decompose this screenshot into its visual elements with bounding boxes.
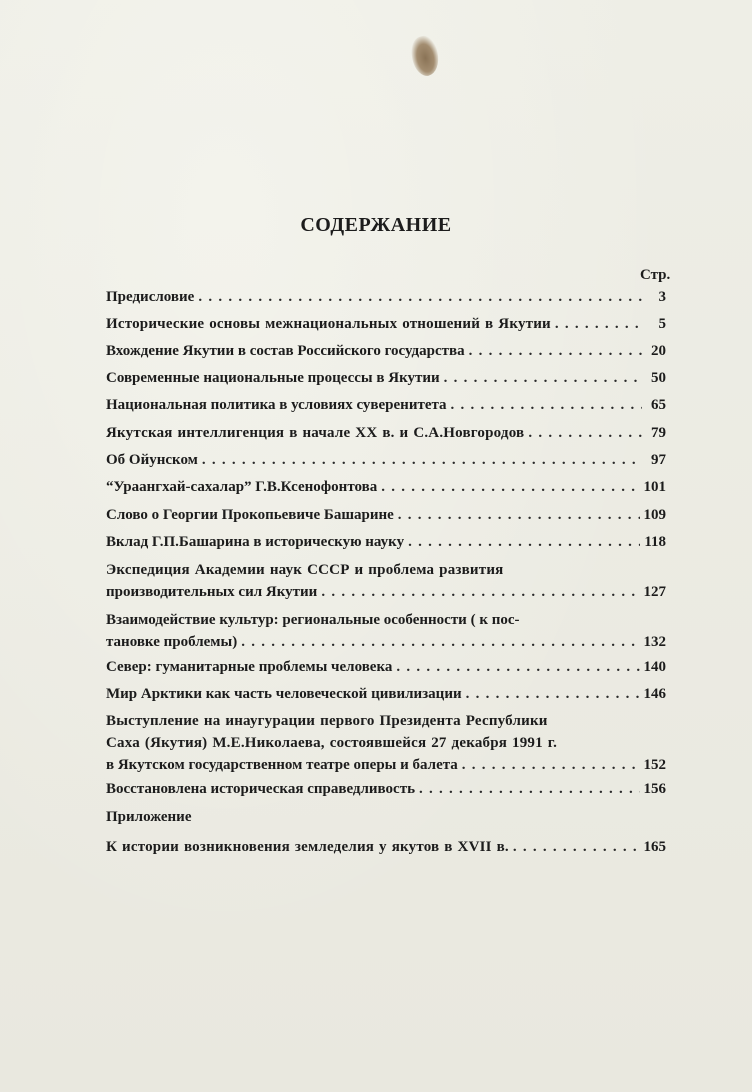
toc-entry-title: Выступление на инаугурации первого Президента Республики <box>106 713 548 729</box>
toc-entry-page: 101 <box>643 479 666 495</box>
dot-leader <box>555 313 642 335</box>
page-column-label: Стр. <box>640 267 671 283</box>
page-title: СОДЕРЖАНИЕ <box>300 214 452 236</box>
toc-entry-title: Экспедиция Академии наук СССР и проблема развития <box>106 562 504 578</box>
dot-leader <box>396 656 639 678</box>
toc-entry-page: 65 <box>651 397 666 413</box>
toc-entry-page: 20 <box>651 343 666 359</box>
dot-leader <box>513 836 640 858</box>
toc-entry-title: Предисловие <box>106 289 195 305</box>
toc-entry-title: Восстановлена историческая справедливость <box>106 781 416 797</box>
toc-entry-page: 152 <box>643 757 666 773</box>
toc-entry <box>106 476 666 498</box>
toc-entry-title: Исторические основы межнациональных отношений в Якутии <box>106 316 551 332</box>
toc-entry-title: Север: гуманитарные проблемы человека <box>106 659 393 675</box>
toc-entry-title: Вхождение Якутии в состав Российского государства <box>106 343 465 359</box>
dot-leader <box>398 504 640 526</box>
dot-leader <box>528 422 642 444</box>
toc-entry-page: 146 <box>643 686 666 702</box>
dot-leader <box>381 476 639 498</box>
toc-entry-title: Мир Арктики как часть человеческой цивилизации <box>106 686 462 702</box>
toc-entry-title: Вклад Г.П.Башарина в историческую науку <box>106 534 405 550</box>
toc-entry <box>106 656 666 678</box>
toc-entry-page: 3 <box>658 289 666 305</box>
toc-entry <box>106 367 666 389</box>
toc-entry <box>106 778 666 800</box>
toc-entry <box>106 609 666 653</box>
toc-entry-title: Об Ойунском <box>106 452 198 468</box>
toc-entry-title: “Ураангхай-сахалар” Г.В.Ксенофонтова <box>106 479 378 495</box>
dot-leader <box>469 340 642 362</box>
toc-entry-title: К истории возникновения земледелия у якутов в XVII в. <box>106 839 509 855</box>
dot-leader <box>198 286 642 308</box>
dot-leader <box>466 683 640 705</box>
toc-entry <box>106 504 666 526</box>
toc-entry-page: 156 <box>643 781 666 797</box>
toc-entry <box>106 313 666 335</box>
toc-entry-title: в Якутском государственном театре оперы и балета <box>106 757 458 773</box>
dot-leader <box>202 449 642 471</box>
toc-entry-appendix <box>106 806 666 828</box>
toc-entry-page: 165 <box>643 839 666 855</box>
toc-entry <box>106 449 666 471</box>
toc-entry-page: 50 <box>651 370 666 386</box>
dot-leader <box>419 778 639 800</box>
toc-entry <box>106 836 666 858</box>
toc-entry <box>106 683 666 705</box>
toc-entry <box>106 340 666 362</box>
dot-leader <box>241 631 639 653</box>
dot-leader <box>462 754 640 776</box>
toc-entry-title: производительных сил Якутии <box>106 584 318 600</box>
toc-entry-title: Национальная политика в условиях суверенитета <box>106 397 447 413</box>
dot-leader <box>444 367 642 389</box>
toc-entry-page: 118 <box>644 534 666 550</box>
toc-entry-page: 5 <box>658 316 666 332</box>
dot-leader <box>321 581 639 603</box>
toc-entry-page: 97 <box>651 452 666 468</box>
toc-entry <box>106 422 666 444</box>
toc-entry-title: Взаимодействие культур: региональные особенности ( к пос- <box>106 612 520 628</box>
toc-entry-title: Современные национальные процессы в Якутии <box>106 370 440 386</box>
toc-entry <box>106 710 666 776</box>
toc-entry-title: тановке проблемы) <box>106 634 238 650</box>
toc-entry-page: 79 <box>651 425 666 441</box>
toc-entry-title: Якутская интеллигенция в начале XX в. и С.А.Новгородов <box>106 425 525 441</box>
toc-entry-title: Слово о Георгии Прокопьевиче Башарине <box>106 507 394 523</box>
toc-entry <box>106 286 666 308</box>
toc-entry <box>106 559 666 603</box>
toc-entry-title: Приложение <box>106 809 192 825</box>
toc-entry <box>106 394 666 416</box>
dot-leader <box>408 531 640 553</box>
toc-entry-title: Саха (Якутия) М.Е.Николаева, состоявшейся 27 декабря 1991 г. <box>106 735 558 751</box>
toc-entry-page: 109 <box>643 507 666 523</box>
toc-entry-page: 140 <box>643 659 666 675</box>
toc-entry-page: 132 <box>643 634 666 650</box>
toc-entry-page: 127 <box>643 584 666 600</box>
dot-leader <box>451 394 642 416</box>
toc-entry <box>106 531 666 553</box>
paper-stain <box>408 34 442 79</box>
